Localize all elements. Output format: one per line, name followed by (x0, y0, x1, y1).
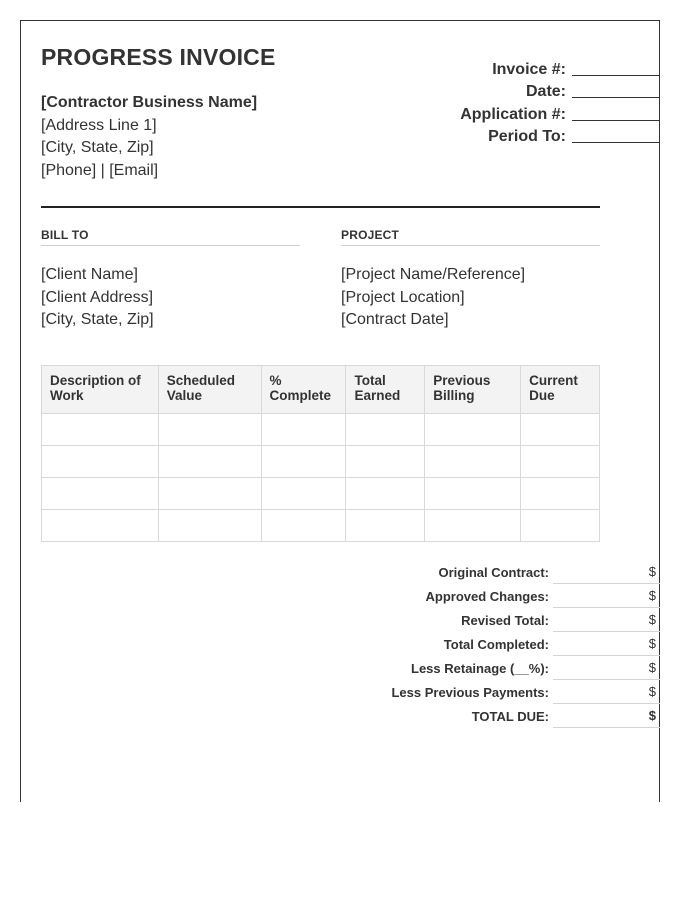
bill-to-line: [Client Name] (41, 266, 138, 283)
meta-row (400, 56, 660, 79)
line-items-table (41, 365, 600, 542)
table-cell[interactable] (346, 414, 425, 446)
table-cell[interactable] (425, 414, 521, 446)
invoice-number-field[interactable] (572, 59, 660, 76)
invoice-title: PROGRESS INVOICE (41, 44, 276, 70)
contractor-contact: [Phone] | [Email] (41, 161, 159, 179)
contractor-address: [Address Line 1] (41, 116, 157, 134)
table-cell[interactable] (42, 510, 159, 542)
table-row (42, 478, 600, 510)
column-header-scheduled-value: Scheduled Value (158, 366, 261, 414)
project-heading: PROJECT (341, 228, 600, 246)
table-cell[interactable] (158, 478, 261, 510)
totals-value-field[interactable]: $ (553, 657, 660, 680)
column-header-current-due: Current Due (521, 366, 600, 414)
contractor-name: [Contractor Business Name] (41, 94, 258, 111)
date-field[interactable] (572, 81, 660, 98)
table-row (42, 510, 600, 542)
table-header-row (42, 366, 600, 414)
totals-value-field[interactable]: $ (553, 609, 660, 632)
contractor-info (41, 92, 257, 182)
table-cell[interactable] (521, 446, 600, 478)
table-cell[interactable] (261, 446, 346, 478)
totals-label: Approved Changes: (425, 588, 549, 604)
totals-label: Less Retainage (__%): (411, 660, 549, 676)
table-cell[interactable] (425, 446, 521, 478)
totals-label: Less Previous Payments: (391, 684, 549, 700)
contractor-city: [City, State, Zip] (41, 139, 154, 156)
totals-value-field[interactable]: $ (553, 585, 660, 608)
totals-row-revised-total (309, 608, 660, 632)
totals-row-approved-changes (309, 584, 660, 608)
totals-row-original-contract (309, 560, 660, 584)
project-section (341, 228, 600, 332)
meta-row (400, 124, 660, 147)
totals-label: Total Completed: (443, 636, 549, 652)
application-number-field[interactable] (572, 104, 660, 121)
column-header-description: Description of Work (42, 366, 159, 414)
table-cell[interactable] (521, 414, 600, 446)
bill-to-line: [Client Address] (41, 288, 154, 306)
totals-label: TOTAL DUE: (471, 708, 549, 724)
column-header-previous-billing: Previous Billing (425, 366, 521, 414)
table-cell[interactable] (346, 478, 425, 510)
meta-row (400, 101, 660, 124)
totals-row-previous-payments (309, 680, 660, 704)
table-cell[interactable] (425, 510, 521, 542)
table-cell[interactable] (521, 478, 600, 510)
totals-value-field[interactable]: $ (553, 633, 660, 656)
totals-section (309, 560, 660, 728)
project-line: [Contract Date] (341, 311, 449, 328)
totals-label: Original Contract: (438, 564, 549, 580)
table-cell[interactable] (42, 478, 159, 510)
table-cell[interactable] (42, 414, 159, 446)
bill-to-line: [City, State, Zip] (41, 311, 154, 328)
period-to-field[interactable] (572, 126, 660, 143)
table-cell[interactable] (346, 510, 425, 542)
table-cell[interactable] (158, 510, 261, 542)
meta-label: Period To: (488, 128, 566, 145)
bill-to-section (41, 228, 300, 332)
totals-row-total-completed (309, 632, 660, 656)
meta-label: Invoice #: (492, 60, 566, 78)
invoice-meta (400, 56, 660, 146)
table-cell[interactable] (425, 478, 521, 510)
table-cell[interactable] (521, 510, 600, 542)
totals-label: Revised Total: (461, 612, 549, 628)
column-header-percent-complete: % Complete (261, 366, 346, 414)
table-cell[interactable] (261, 414, 346, 446)
table-cell[interactable] (42, 446, 159, 478)
table-cell[interactable] (158, 414, 261, 446)
totals-row-total-due (309, 704, 660, 728)
table-cell[interactable] (346, 446, 425, 478)
column-header-total-earned: Total Earned (346, 366, 425, 414)
bill-to-heading: BILL TO (41, 228, 300, 246)
table-row (42, 414, 600, 446)
totals-value-field[interactable]: $ (553, 681, 660, 704)
project-line: [Project Name/Reference] (341, 266, 526, 283)
header-divider (41, 206, 600, 208)
table-row (42, 446, 600, 478)
totals-value-field[interactable]: $ (553, 561, 660, 584)
totals-row-retainage (309, 656, 660, 680)
project-line: [Project Location] (341, 288, 465, 306)
meta-row (400, 79, 660, 102)
table-cell[interactable] (261, 478, 346, 510)
table-cell[interactable] (261, 510, 346, 542)
total-due-field[interactable]: $ (553, 705, 660, 728)
table-cell[interactable] (158, 446, 261, 478)
meta-label: Application #: (460, 105, 566, 123)
meta-label: Date: (525, 83, 566, 100)
